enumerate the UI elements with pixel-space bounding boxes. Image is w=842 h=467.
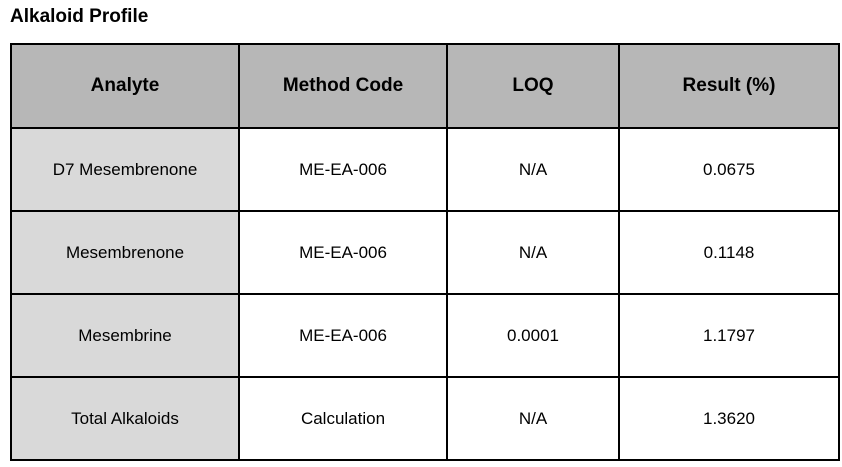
analyte-cell: Mesembrine: [11, 294, 239, 377]
header-loq: LOQ: [447, 44, 619, 128]
method-code-cell: ME-EA-006: [239, 211, 447, 294]
loq-cell: 0.0001: [447, 294, 619, 377]
table-row: [11, 294, 839, 377]
method-code-cell: ME-EA-006: [239, 294, 447, 377]
loq-cell: N/A: [447, 128, 619, 211]
result-cell: 1.1797: [619, 294, 839, 377]
method-code-cell: ME-EA-006: [239, 128, 447, 211]
table-row: [11, 128, 839, 211]
loq-cell: N/A: [447, 377, 619, 460]
result-cell: 0.1148: [619, 211, 839, 294]
result-cell: 1.3620: [619, 377, 839, 460]
analyte-cell: Total Alkaloids: [11, 377, 239, 460]
alkaloid-table: [10, 43, 840, 461]
page-title: Alkaloid Profile: [10, 6, 149, 27]
analyte-cell: D7 Mesembrenone: [11, 128, 239, 211]
table-header-row: [11, 44, 839, 128]
loq-cell: N/A: [447, 211, 619, 294]
table-row: [11, 211, 839, 294]
header-result: Result (%): [619, 44, 839, 128]
method-code-cell: Calculation: [239, 377, 447, 460]
header-method-code: Method Code: [239, 44, 447, 128]
result-cell: 0.0675: [619, 128, 839, 211]
header-analyte: Analyte: [11, 44, 239, 128]
analyte-cell: Mesembrenone: [11, 211, 239, 294]
table-row: [11, 377, 839, 460]
